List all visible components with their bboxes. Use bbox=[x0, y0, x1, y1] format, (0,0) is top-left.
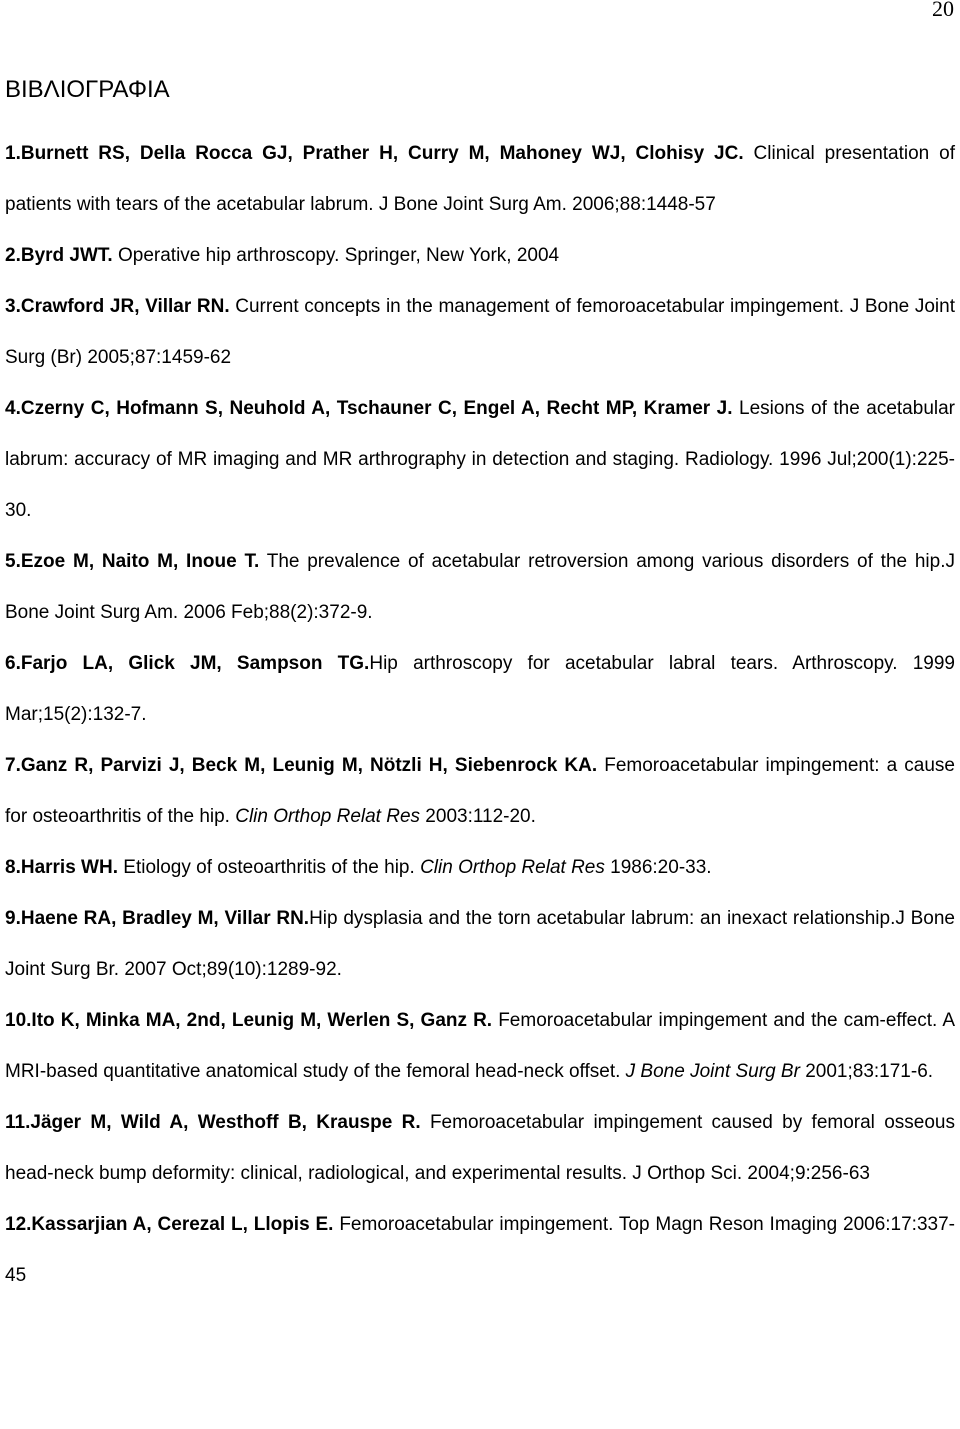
reference-5-authors: Ezoe M, Naito M, Inoue T. bbox=[20, 551, 260, 572]
reference-2 bbox=[5, 230, 955, 281]
reference-1-authors: Burnett RS, Della Rocca GJ, Prather H, Curry M, Mahoney WJ, Clohisy JC. bbox=[20, 143, 744, 164]
reference-9-details: Hip dysplasia and the torn acetabular labrum: an inexact relationship.J Bone Joint Surg Br. 2007 Oct;89(10):1289-92. bbox=[5, 908, 955, 980]
reference-10-citation: 2001;83:171-6. bbox=[799, 1061, 934, 1082]
reference-3-number: 3. bbox=[5, 296, 21, 317]
reference-10-details: Femoroacetabular impingement and the cam-effect. A MRI-based quantitative anatomical study of the femoral head-neck offset. bbox=[5, 1010, 955, 1082]
reference-7-number: 7. bbox=[5, 755, 21, 776]
reference-6-details: Hip arthroscopy for acetabular labral tears. Arthroscopy. 1999 Mar;15(2):132-7. bbox=[5, 653, 955, 725]
reference-7-journal: Clin Orthop Relat Res bbox=[235, 806, 421, 827]
reference-3-details: Current concepts in the management of femoroacetabular impingement. J Bone Joint Surg (Br) 2005;87:1459-62 bbox=[5, 296, 955, 368]
bibliography-heading: ΒΙΒΛΙΟΓΡΑΦΙΑ bbox=[5, 76, 170, 103]
reference-4 bbox=[5, 383, 955, 536]
reference-12-authors: Kassarjian A, Cerezal L, Llopis E. bbox=[31, 1214, 334, 1235]
reference-9 bbox=[5, 893, 955, 995]
reference-11 bbox=[5, 1097, 955, 1199]
bibliography-section bbox=[5, 70, 955, 1301]
page-number: 20 bbox=[932, 0, 954, 21]
reference-12-number: 12. bbox=[5, 1214, 32, 1235]
reference-7-authors: Ganz R, Parvizi J, Beck M, Leunig M, Nötzli H, Siebenrock KA. bbox=[20, 755, 598, 776]
reference-12-details: Femoroacetabular impingement. Top Magn Reson Imaging 2006:17:337-45 bbox=[5, 1214, 955, 1286]
reference-2-number: 2. bbox=[5, 245, 21, 266]
reference-11-number: 11. bbox=[5, 1112, 31, 1133]
reference-10 bbox=[5, 995, 955, 1097]
reference-10-journal: J Bone Joint Surg Br bbox=[625, 1061, 800, 1082]
reference-5-number: 5. bbox=[5, 551, 21, 572]
reference-4-details: Lesions of the acetabular labrum: accuracy of MR imaging and MR arthrography in detection and staging. Radiology. 1996 Jul;200(1):225-30. bbox=[5, 398, 955, 521]
reference-8 bbox=[5, 842, 955, 893]
reference-11-details: Femoroacetabular impingement caused by femoral osseous head-neck bump deformity: clinical, radiological, and experimental results. J Orthop Sci. 2004;9:256-63 bbox=[5, 1112, 955, 1184]
reference-4-number: 4. bbox=[5, 398, 21, 419]
reference-11-authors: Jäger M, Wild A, Westhoff B, Krauspe R. bbox=[30, 1112, 421, 1133]
reference-6-number: 6. bbox=[5, 653, 21, 674]
reference-6 bbox=[5, 638, 955, 740]
reference-5-details: The prevalence of acetabular retroversion among various disorders of the hip.J Bone Joint Surg Am. 2006 Feb;88(2):372-9. bbox=[5, 551, 955, 623]
reference-10-number: 10. bbox=[5, 1010, 32, 1031]
heading-spacer bbox=[5, 110, 955, 128]
reference-3 bbox=[5, 281, 955, 383]
reference-8-citation: 1986:20-33. bbox=[604, 857, 712, 878]
reference-1 bbox=[5, 128, 955, 230]
reference-8-journal: Clin Orthop Relat Res bbox=[420, 857, 605, 878]
reference-7 bbox=[5, 740, 955, 842]
reference-8-authors: Harris WH. bbox=[20, 857, 118, 878]
reference-8-number: 8. bbox=[5, 857, 21, 878]
reference-1-number: 1. bbox=[5, 143, 21, 164]
reference-5 bbox=[5, 536, 955, 638]
reference-7-citation: 2003:112-20. bbox=[420, 806, 536, 827]
reference-8-details: Etiology of osteoarthritis of the hip. bbox=[118, 857, 421, 878]
reference-3-authors: Crawford JR, Villar RN. bbox=[20, 296, 230, 317]
reference-9-number: 9. bbox=[5, 908, 21, 929]
reference-2-details: Operative hip arthroscopy. Springer, New York, 2004 bbox=[112, 245, 560, 266]
reference-4-authors: Czerny C, Hofmann S, Neuhold A, Tschauner C, Engel A, Recht MP, Kramer J. bbox=[20, 398, 733, 419]
reference-12 bbox=[5, 1199, 955, 1301]
reference-6-authors: Farjo LA, Glick JM, Sampson TG. bbox=[20, 653, 370, 674]
reference-1-details: Clinical presentation of patients with tears of the acetabular labrum. J Bone Joint Surg Am. 2006;88:1448-57 bbox=[5, 143, 955, 215]
reference-7-details: Femoroacetabular impingement: a cause for osteoarthritis of the hip. bbox=[5, 755, 955, 827]
reference-2-authors: Byrd JWT. bbox=[20, 245, 113, 266]
reference-9-authors: Haene RA, Bradley M, Villar RN. bbox=[20, 908, 310, 929]
reference-10-authors: Ito K, Minka MA, 2nd, Leunig M, Werlen S, Ganz R. bbox=[31, 1010, 493, 1031]
